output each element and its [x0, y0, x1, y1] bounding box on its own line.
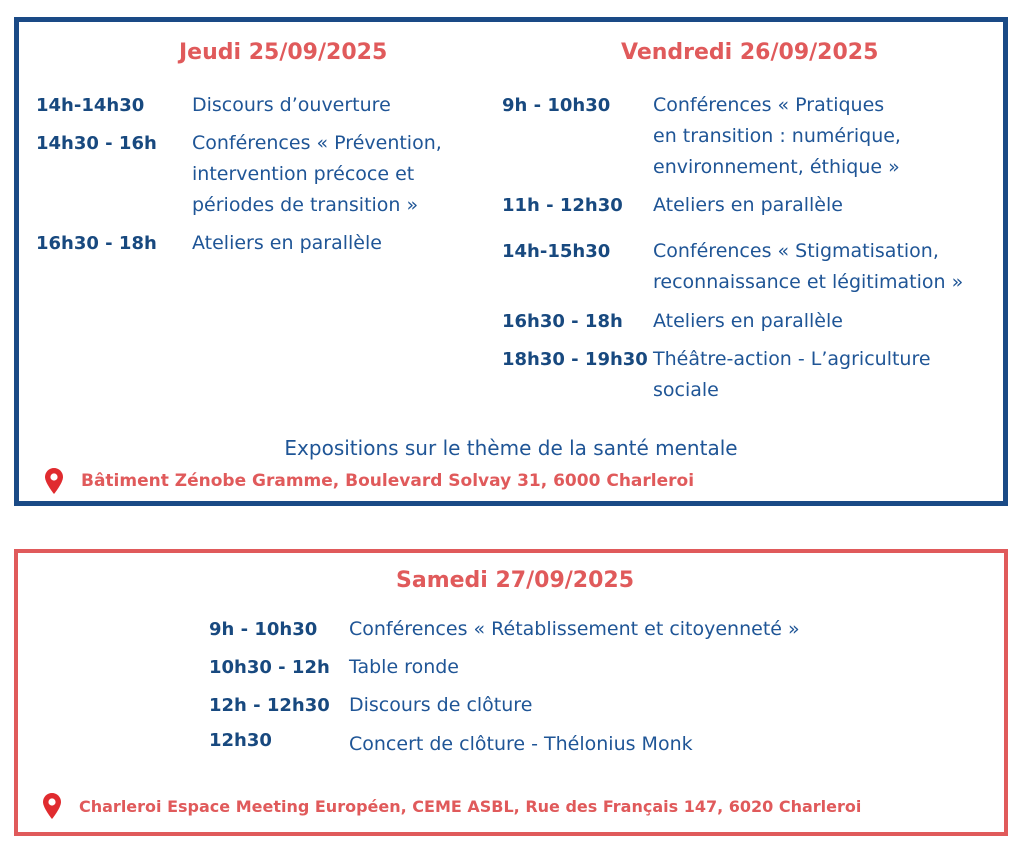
day-title-saturday: Samedi 27/09/2025: [396, 568, 635, 593]
map-pin-icon: [45, 468, 63, 494]
schedule-description: Conférences « Stigmatisation, reconnaissance et légitimation »: [653, 240, 964, 293]
schedule-description: Ateliers en parallèle: [653, 194, 843, 216]
schedule-description: Conférences « Pratiques en transition : numérique, environnement, éthique »: [653, 94, 901, 178]
program-box-thursday-friday: [14, 17, 1008, 506]
schedule-time: 9h - 10h30: [502, 95, 611, 116]
venue-location: [45, 468, 694, 494]
schedule-time: 9h - 10h30: [209, 619, 318, 640]
schedule-description: Conférences « Prévention, intervention précoce et périodes de transition »: [192, 132, 442, 216]
schedule-time: 16h30 - 18h: [36, 233, 157, 254]
venue-location: [43, 793, 861, 819]
schedule-description: Concert de clôture - Thélonius Monk: [349, 733, 693, 755]
schedule-description: Table ronde: [349, 656, 459, 678]
schedule-description: Ateliers en parallèle: [653, 310, 843, 332]
program-box-saturday: [14, 549, 1008, 836]
venue-address: Bâtiment Zénobe Gramme, Boulevard Solvay 31, 6000 Charleroi: [81, 471, 695, 491]
schedule-description: Ateliers en parallèle: [192, 232, 382, 254]
schedule-description: Conférences « Rétablissement et citoyenneté »: [349, 618, 800, 640]
schedule-time: 14h-14h30: [36, 95, 145, 116]
schedule-time: 11h - 12h30: [502, 195, 623, 216]
map-pin-icon: [43, 793, 61, 819]
schedule-description: Discours de clôture: [349, 694, 533, 716]
venue-address: Charleroi Espace Meeting Européen, CEME ASBL, Rue des Français 147, 6020 Charleroi: [79, 796, 862, 816]
exhibitions-note: Expositions sur le thème de la santé mentale: [284, 436, 738, 460]
day-title-thursday: Jeudi 25/09/2025: [179, 40, 388, 65]
schedule-time: 10h30 - 12h: [209, 657, 330, 678]
day-title-friday: Vendredi 26/09/2025: [621, 40, 879, 65]
schedule-time: 12h30: [209, 730, 272, 751]
schedule-time: 14h-15h30: [502, 241, 611, 262]
schedule-description: Théâtre-action - L’agriculture sociale: [653, 348, 931, 401]
schedule-time: 18h30 - 19h30: [502, 349, 648, 370]
schedule-time: 12h - 12h30: [209, 695, 330, 716]
schedule-time: 16h30 - 18h: [502, 311, 623, 332]
schedule-time: 14h30 - 16h: [36, 133, 157, 154]
schedule-description: Discours d’ouverture: [192, 94, 391, 116]
